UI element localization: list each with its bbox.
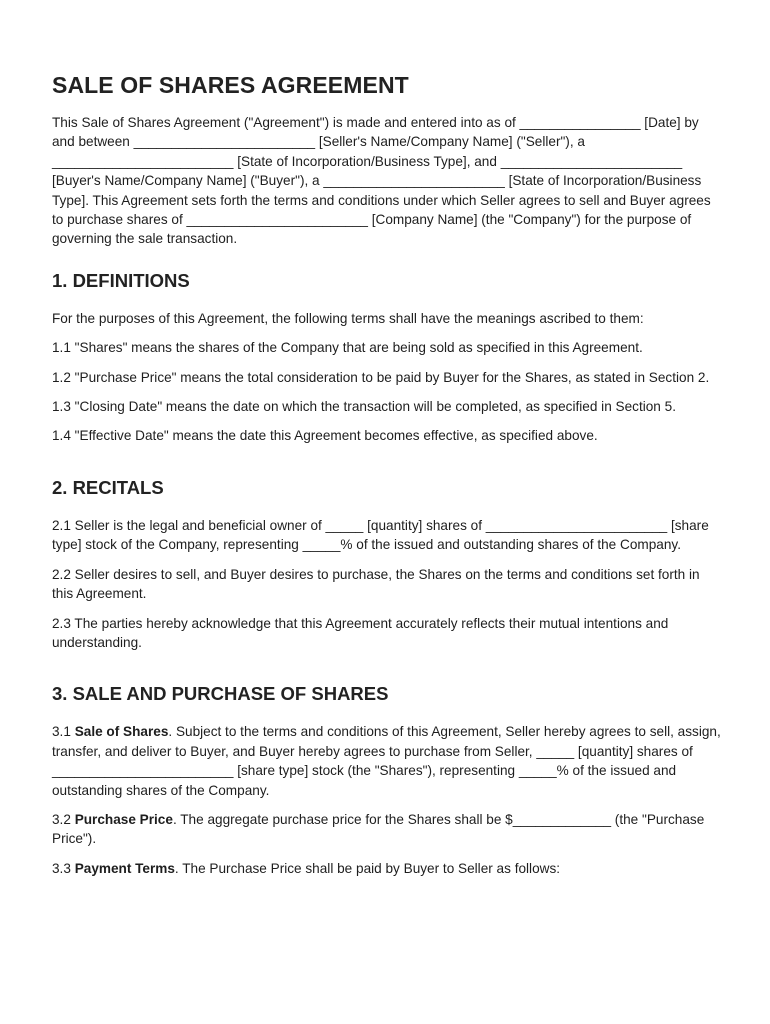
definitions-intro: For the purposes of this Agreement, the following terms shall have the meanings ascribed to them: [52,310,644,326]
document-title: SALE OF SHARES AGREEMENT [52,72,409,98]
section-heading-definitions: 1. DEFINITIONS [52,269,190,291]
clause-title: Purchase Price [74,811,173,827]
clause-payment-terms [52,859,722,878]
clause-number: 3.2 [52,811,71,827]
clause-text: . Subject to the terms and conditions of this Agreement, Seller hereby agrees to sell, assign, transfer, and deliver to Buyer, and Buyer hereby agrees to purchase from Seller, _____ [quantity] shares of ________________________ [share type] stock (the "Shares"), representing _____% of the issued and outstanding shares of the Company. [52,724,721,798]
recital-item: 2.1 Seller is the legal and beneficial owner of _____ [quantity] shares of ________________________ [share type] stock of the Company, representing _____% of the issued and outstanding shares of the Company. [52,517,709,553]
definition-item: 1.4 "Effective Date" means the date this Agreement becomes effective, as specified above. [52,428,598,444]
definition-item: 1.3 "Closing Date" means the date on which the transaction will be completed, as specified in Section 5. [52,399,676,415]
clause-text: . The aggregate purchase price for the Shares shall be $_____________ (the "Purchase Price"). [52,811,705,847]
clause-sale-of-shares [52,722,722,800]
recital-item: 2.2 Seller desires to sell, and Buyer desires to purchase, the Shares on the terms and conditions set forth in this Agreement. [52,566,700,602]
recital-item: 2.3 The parties hereby acknowledge that this Agreement accurately reflects their mutual intentions and understanding. [52,615,669,650]
clause-title: Payment Terms [74,860,175,876]
section-heading-sale-and-purchase: 3. SALE AND PURCHASE OF SHARES [52,683,389,705]
intro-paragraph: This Sale of Shares Agreement ("Agreement") is made and entered into as of ________________ [Date] by and between ________________________ [Seller's Name/Company Name] ("Seller"), a ________________________ [State of Incorporation/Business Type], and ________________________ [Buyer's Name/Company Name] ("Buyer"), a ________________________ [State of Incorporation/Business Type]. This Agreement sets forth the terms and conditions under which Seller agrees to sell and Buyer agrees to purchase shares of ________________________ [Company Name] (the "Company") for the purpose of governing the sale transaction. [52,115,711,247]
definition-item: 1.2 "Purchase Price" means the total consideration to be paid by Buyer for the Shares, as stated in Section 2. [52,369,710,385]
clause-number: 3.3 [52,860,71,876]
document-page [52,70,722,888]
section-heading-recitals: 2. RECITALS [52,476,164,498]
clause-title: Sale of Shares [74,724,169,740]
clause-purchase-price [52,810,722,849]
definition-item: 1.1 "Shares" means the shares of the Company that are being sold as specified in this Agreement. [52,340,643,356]
clause-text: . The Purchase Price shall be paid by Buyer to Seller as follows: [174,860,561,876]
clause-number: 3.1 [52,724,71,740]
